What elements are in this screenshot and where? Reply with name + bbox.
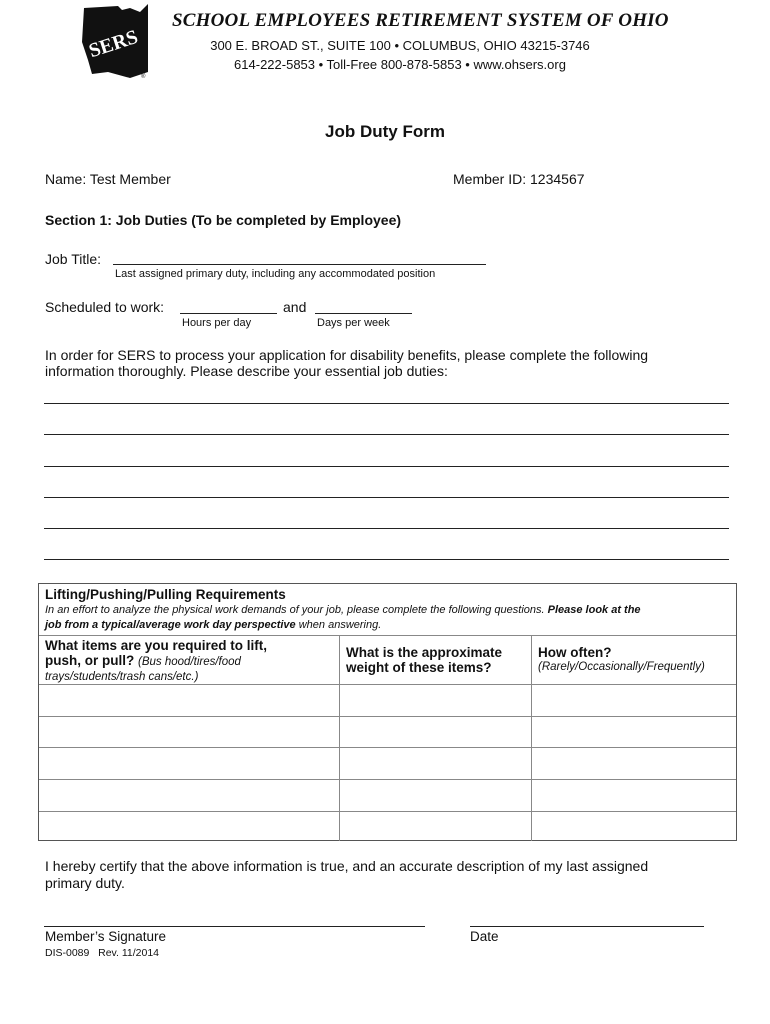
instructions-line-2: information thoroughly. Please describe your essential job duties: xyxy=(45,363,448,379)
job-title-field[interactable] xyxy=(113,264,486,265)
job-duty-line[interactable] xyxy=(44,528,729,529)
job-duty-line[interactable] xyxy=(44,434,729,435)
table-row[interactable] xyxy=(39,812,736,841)
certify-line-1: I hereby certify that the above information is true, and an accurate description of my last assigned xyxy=(45,858,649,874)
job-duty-line[interactable] xyxy=(44,559,729,560)
requirements-intro-line-1: In an effort to analyze the physical work demands of your job, please complete the following questions. Please look at the xyxy=(45,604,641,616)
col-weight-header: What is the approximate weight of these items? xyxy=(346,645,503,675)
hours-hint: Hours per day xyxy=(182,317,252,329)
job-title-label: Job Title: xyxy=(45,251,102,267)
member-id: Member ID: 1234567 xyxy=(453,171,585,187)
logo-text: SERS xyxy=(86,25,141,63)
days-hint: Days per week xyxy=(317,317,390,329)
table-row[interactable] xyxy=(39,717,736,747)
requirements-title: Lifting/Pushing/Pulling Requirements xyxy=(45,587,286,602)
and-text: and xyxy=(283,299,307,315)
form-code: DIS-0089 Rev. 11/2014 xyxy=(45,947,160,959)
hours-per-day-field[interactable] xyxy=(180,313,277,314)
job-title-hint: Last assigned primary duty, including any accommodated position xyxy=(115,268,436,280)
date-label: Date xyxy=(470,929,499,944)
job-duty-line[interactable] xyxy=(44,466,729,467)
certify-line-2: primary duty. xyxy=(45,875,125,891)
table-row[interactable] xyxy=(39,685,736,716)
requirements-intro-line-2: job from a typical/average work day perspective when answering. xyxy=(45,619,382,631)
instructions-line-1: In order for SERS to process your application for disability benefits, please complete the following xyxy=(45,347,649,363)
col-frequency-header: How often? (Rarely/Occasionally/Frequently) xyxy=(538,645,705,673)
org-contact: 614-222-5853 • Toll-Free 800-878-5853 • www.ohsers.org xyxy=(234,57,566,72)
date-field[interactable] xyxy=(470,926,704,927)
col-items-header: What items are you required to lift, push, or pull? (Bus hood/tires/food trays/students/trash cans/etc.) xyxy=(45,638,268,683)
job-duty-line[interactable] xyxy=(44,497,729,498)
signature-label: Member’s Signature xyxy=(45,929,167,944)
table-row[interactable] xyxy=(39,780,736,811)
scheduled-label: Scheduled to work: xyxy=(45,299,165,315)
section-1-heading: Section 1: Job Duties (To be completed by Employee) xyxy=(45,212,402,228)
lifting-requirements-table xyxy=(38,583,737,841)
org-address: 300 E. BROAD ST., SUITE 100 • COLUMBUS, OHIO 43215-3746 xyxy=(210,38,590,53)
form-title: Job Duty Form xyxy=(325,122,445,141)
table-row[interactable] xyxy=(39,748,736,779)
member-name: Name: Test Member xyxy=(45,171,171,187)
org-name: SCHOOL EMPLOYEES RETIREMENT SYSTEM OF OHIO xyxy=(172,10,669,31)
svg-text:®: ® xyxy=(141,74,146,80)
sers-logo xyxy=(78,2,154,80)
job-duty-line[interactable] xyxy=(44,403,729,404)
days-per-week-field[interactable] xyxy=(315,313,412,314)
signature-field[interactable] xyxy=(44,926,425,927)
